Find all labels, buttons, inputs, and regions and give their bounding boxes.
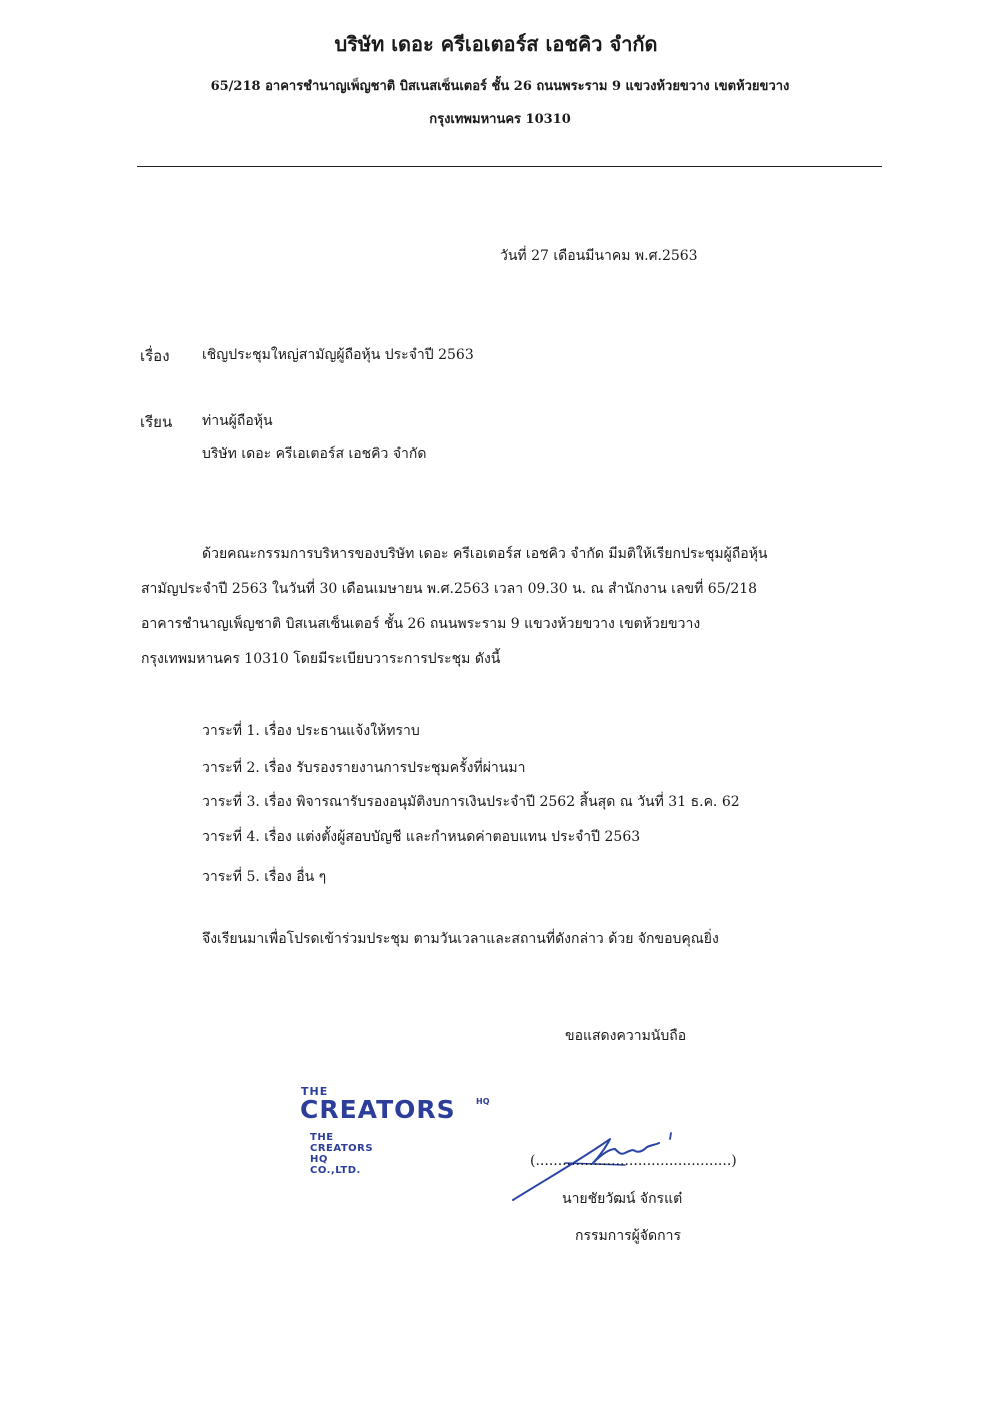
letter-date: วันที่ 27 เดือนมีนาคม พ.ศ.2563 [500,248,698,264]
subject-text: เชิญประชุมใหญ่สามัญผู้ถือหุ้น ประจำปี 2563 [202,347,474,363]
signature-line: (............................................) [530,1153,737,1169]
signer-title: กรรมการผู้จัดการ [575,1228,681,1244]
company-name: บริษัท เดอะ ครีเอเตอร์ส เอชคิว จำกัด [334,32,658,56]
recipient-company: บริษัท เดอะ ครีเอเตอร์ส เอชคิว จำกัด [202,446,427,462]
company-address: 65/218 อาคารชำนาญเพ็ญชาติ บิสเนสเซ็นเตอร์ ชั้น 26 ถนนพระราม 9 แขวงห้วยขวาง เขตห้วยขวาง [210,79,790,94]
agenda-item: วาระที่ 2. เรื่อง รับรองรายงานการประชุมครั้งที่ผ่านมา [202,760,526,776]
body-line: กรุงเทพมหานคร 10310 โดยมีระเบียบวาระการประชุม ดังนี้ [141,651,501,667]
closing-sentence: จึงเรียนมาเพื่อโปรดเข้าร่วมประชุม ตามวันเวลาและสถานที่ดังกล่าว ด้วย จักขอบคุณยิ่ง [202,931,719,947]
body-line: สามัญประจำปี 2563 ในวันที่ 30 เดือนเมษายน พ.ศ.2563 เวลา 09.30 น. ณ สำนักงาน เลขที่ 65/218 [141,581,758,597]
logo-wordmark: CREATORS [300,1095,456,1124]
logo-the: THE [301,1085,329,1098]
respectfully-line: ขอแสดงความนับถือ [565,1028,687,1044]
logo-hq: HQ [476,1097,490,1106]
agenda-item: วาระที่ 5. เรื่อง อื่น ๆ [202,869,327,885]
agenda-item: วาระที่ 1. เรื่อง ประธานแจ้งให้ทราบ [202,723,420,739]
recipient-label: เรียน [140,413,173,431]
header-divider [137,166,882,167]
agenda-item: วาระที่ 4. เรื่อง แต่งตั้งผู้สอบบัญชี และกำหนดค่าตอบแทน ประจำปี 2563 [202,829,641,845]
recipient-line: ท่านผู้ถือหุ้น [202,413,273,429]
signer-name: นายชัยวัฒน์ จักรแต๋ [562,1191,683,1207]
agenda-item: วาระที่ 3. เรื่อง พิจารณารับรองอนุมัติงบการเงินประจำปี 2562 สิ้นสุด ณ วันที่ 31 ธ.ค. 62 [202,794,740,810]
logo-company-name: THE CREATORS HQ CO.,LTD. [310,1132,374,1176]
body-line: อาคารชำนาญเพ็ญชาติ บิสเนสเซ็นเตอร์ ชั้น 26 ถนนพระราม 9 แขวงห้วยขวาง เขตห้วยขวาง [141,616,701,632]
company-city: กรุงเทพมหานคร 10310 [429,112,571,127]
subject-label: เรื่อง [140,347,170,365]
body-line: ด้วยคณะกรรมการบริหารของบริษัท เดอะ ครีเอเตอร์ส เอชคิว จำกัด มีมติให้เรียกประชุมผู้ถือหุ้น [202,546,768,562]
